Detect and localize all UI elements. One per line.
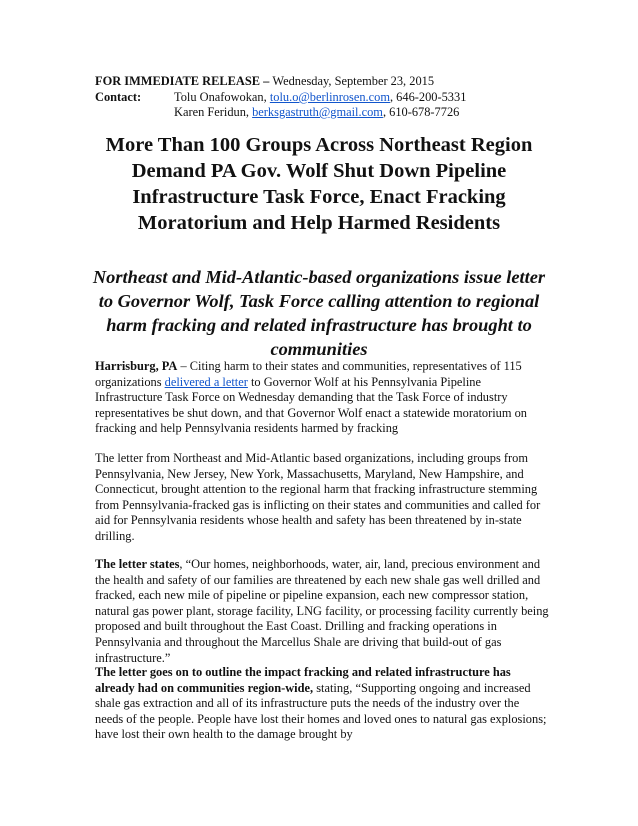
contact-2-name: Karen Feridun, [174, 105, 253, 119]
contact-2-email-link[interactable]: berksgastruth@gmail.com [252, 105, 383, 119]
paragraph-4 [95, 665, 550, 743]
contact-1 [174, 90, 466, 105]
contact-1-phone: , 646-200-5331 [389, 90, 467, 104]
delivered-letter-link[interactable]: delivered a letter [164, 374, 248, 389]
dateline: Harrisburg, PA [95, 359, 178, 373]
paragraph-1-text-a: – Citing harm to their states and communities, representatives of 115 organizations [95, 359, 522, 389]
subheadline: Northeast and Mid-Atlantic-based organizations issue letter to Governor Wolf, Task Force calling attention to regional harm fracking and related infrastructure has brought to communities [92, 267, 546, 359]
paragraph-3 [95, 557, 550, 666]
contact-1-name: Tolu Onafowokan, [174, 90, 270, 104]
paragraph-3-text: , “Our homes, neighborhoods, water, air, land, precious environment and the health and safety of our families are threatened by each new shale gas well drilled and fracked, each new mile of pipeline or pipeline expansion, each new compressor station, natural gas power plant, storage facility, LNG facility, or processing facility currently being proposed and built throughout the East Coast. Drilling and fracking operations in Pennsylvania and throughout the Marcellus Shale are driving that build-out of gas infrastructure.” [95, 557, 549, 665]
release-separator: – [260, 74, 273, 88]
contact-2-phone: , 610-678-7726 [382, 105, 460, 119]
paragraph-2: The letter from Northeast and Mid-Atlantic based organizations, including groups from Pennsylvania, New Jersey, New York, Massachusetts, Maryland, New Hampshire, and Connecticut, brought attention to the regional harm that fracking infrastructure stemming from Pennsylvania-fracked gas is inflicting on their states and communities and called for aid for Pennsylvania residents whose health and safety has been threatened by in-state drilling. [95, 451, 541, 543]
release-label: FOR IMMEDIATE RELEASE [95, 74, 260, 88]
contact-1-email-link[interactable]: tolu.o@berlinrosen.com [269, 90, 390, 104]
paragraph-1 [95, 359, 550, 437]
contact-2 [174, 105, 459, 120]
headline: More Than 100 Groups Across Northeast Region Demand PA Gov. Wolf Shut Down Pipeline Infrastructure Task Force, Enact Fracking Moratorium and Help Harmed Residents [105, 134, 533, 234]
release-line [95, 74, 434, 89]
paragraph-4-lead: The letter goes on to outline the impact fracking and related infrastructure has already had on communities region-wide, [95, 665, 511, 695]
contact-label: Contact: [95, 90, 142, 104]
paragraph-1-text-b: to Governor Wolf at his Pennsylvania Pipeline Infrastructure Task Force on Wednesday demanding that the Task Force of industry representatives be shut down, and that Governor Wolf enact a statewide moratorium on fracking and help Pennsylvania residents harmed by fracking [95, 374, 527, 436]
release-date: Wednesday, September 23, 2015 [272, 74, 435, 88]
paragraph-4-text: stating, “Supporting ongoing and increased shale gas extraction and all of its infrastructure puts the needs of the industry over the needs of the people. People have lost their homes and loved ones to natural gas explosions; have lost their own health to the damage brought by [95, 680, 547, 742]
paragraph-3-lead: The letter states [95, 557, 180, 571]
